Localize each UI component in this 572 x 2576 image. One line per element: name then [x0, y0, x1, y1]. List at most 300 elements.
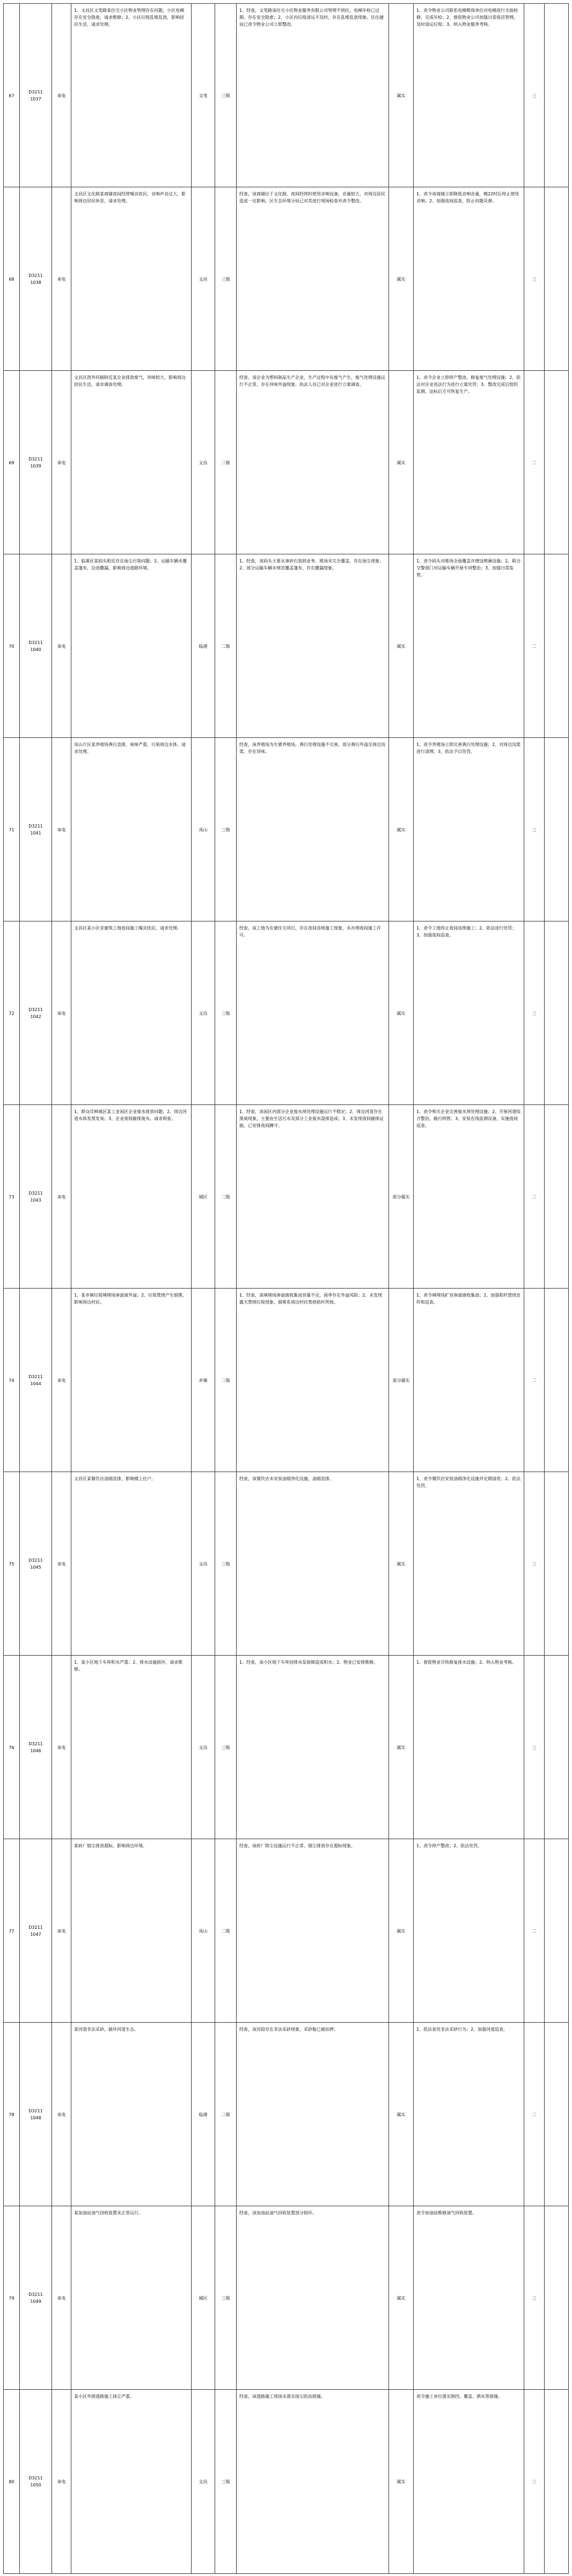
priority-grade: 二级	[221, 643, 230, 649]
row-number: 74	[9, 1378, 14, 1383]
level-cell	[524, 738, 544, 921]
case-code: D3211 1040	[28, 640, 43, 652]
table-row	[3, 2206, 569, 2390]
level-cell	[524, 1472, 544, 1656]
remark-cell	[544, 4, 569, 187]
priority-grade-cell	[215, 2390, 236, 2573]
verification-result: 属实	[397, 2479, 406, 2484]
level: 二	[532, 1194, 537, 1199]
priority-grade: 三级	[221, 1745, 230, 1750]
row-number-cell	[3, 1839, 19, 2023]
row-number-cell	[3, 738, 19, 921]
table-row	[3, 1472, 569, 1656]
handling-action-cell	[413, 2206, 524, 2390]
investigation-finding-cell	[236, 1289, 388, 1472]
case-type: 来电	[57, 1928, 66, 1934]
district: 文昌	[199, 1745, 208, 1750]
priority-grade: 二级	[221, 1378, 230, 1383]
district: 凤山	[199, 1928, 208, 1934]
priority-grade: 三级	[221, 827, 230, 832]
case-type: 来电	[57, 1378, 66, 1383]
level: 三	[532, 827, 537, 832]
priority-grade: 三级	[221, 2295, 230, 2301]
handling-action-cell	[413, 738, 524, 921]
verification-result-cell	[388, 2390, 413, 2573]
level-cell	[524, 4, 544, 187]
handling-action: 1、责令该商铺立即降低音响音量，晚22时后停止使用音响；2、加强夜间巡查，防止问题反弹。	[416, 192, 519, 203]
row-number: 67	[9, 93, 14, 98]
complaint-description-cell	[71, 4, 191, 187]
case-code: D3211 1037	[28, 90, 43, 101]
case-type-cell	[52, 4, 71, 187]
verification-result-cell	[388, 1105, 413, 1289]
level-cell	[524, 554, 544, 738]
remark-cell	[544, 2023, 569, 2206]
case-type-cell	[52, 1656, 71, 1839]
case-type-cell	[52, 554, 71, 738]
handling-action-cell	[413, 1656, 524, 1839]
handling-action: 1、责令相关企业完善废水预处理设施；2、开展河道综合整治，截污纳管；3、安装在线监测设备，实施夜间巡查。	[416, 1109, 521, 1128]
case-code: D3211 1041	[28, 824, 43, 836]
case-code-cell	[19, 921, 52, 1105]
district: 文昌	[199, 276, 208, 282]
verification-result: 部分属实	[392, 1194, 410, 1199]
level: 二	[532, 1928, 537, 1934]
handling-action: 1、依法查处非法采砂行为；2、加强河道巡查。	[416, 2027, 508, 2032]
case-type: 来电	[57, 643, 66, 649]
priority-grade: 二级	[221, 1928, 230, 1934]
district-cell	[191, 4, 215, 187]
investigation-finding: 经查，该餐饮店未安装油烟净化设施，油烟直排。	[239, 1476, 334, 1481]
complaint-description-cell	[71, 2390, 191, 2573]
complaint-description-cell	[71, 1472, 191, 1656]
level: 三	[532, 2295, 537, 2301]
case-type-cell	[52, 2023, 71, 2206]
level: 二	[532, 2112, 537, 2117]
verification-result-cell	[388, 371, 413, 554]
investigation-finding-cell	[236, 2206, 388, 2390]
row-number: 76	[9, 1745, 14, 1750]
case-code-cell	[19, 554, 52, 738]
case-code-cell	[19, 4, 52, 187]
row-number: 73	[9, 1194, 14, 1199]
verification-result: 属实	[397, 1011, 406, 1016]
handling-action-cell	[413, 187, 524, 371]
handling-action: 1、责令企业立即停产整改，修复废气处理设施；2、依法对企业违法行为进行立案处罚；3、整改完成后组织监测，达标后方可恢复生产。	[416, 375, 521, 394]
row-number-cell	[3, 1105, 19, 1289]
level-cell	[524, 371, 544, 554]
priority-grade-cell	[215, 1105, 236, 1289]
district: 文昌	[199, 1011, 208, 1016]
complaint-description: 凤山片区某养殖场粪污直排，臭味严重，污染周边水体，请求处理。	[74, 742, 186, 754]
complaint-description: 文昌区某小区旁建筑工地夜间施工噪音扰民，请求处理。	[74, 926, 181, 931]
verification-result: 属实	[397, 276, 406, 282]
row-number: 75	[9, 1561, 14, 1567]
handling-action: 责令加油站维修油气回收装置。	[416, 2211, 476, 2215]
priority-grade: 二级	[221, 1194, 230, 1199]
district-cell	[191, 371, 215, 554]
remark-cell	[544, 921, 569, 1105]
district: 文笔	[199, 93, 208, 98]
investigation-finding-cell	[236, 2390, 388, 2573]
table-row	[3, 187, 569, 371]
investigation-finding: 经查，该工地为在建住宅项目，存在夜间违规施工现象，未办理夜间施工许可。	[239, 926, 381, 938]
investigation-finding: 1、经查，该园区内部分企业废水预处理设施运行不稳定；2、周边河道存在黑臭现象，主要由生活污水及部分工业废水混排造成；3、未发现夜间偷排证据，已安排夜间蹲守。	[239, 1109, 384, 1128]
table-row	[3, 2389, 569, 2574]
case-code: D3211 1047	[28, 1925, 43, 1937]
case-code-cell	[19, 2023, 52, 2206]
complaint-description-cell	[71, 738, 191, 921]
remark-cell	[544, 187, 569, 371]
verification-result-cell	[388, 187, 413, 371]
case-code-cell	[19, 1839, 52, 2023]
row-number-cell	[3, 1472, 19, 1656]
priority-grade-cell	[215, 2023, 236, 2206]
handling-action-cell	[413, 1105, 524, 1289]
handling-action-cell	[413, 1472, 524, 1656]
complaint-description-cell	[71, 554, 191, 738]
case-type: 来电	[57, 2479, 66, 2484]
district-cell	[191, 1472, 215, 1656]
case-type: 来电	[57, 93, 66, 98]
priority-grade-cell	[215, 554, 236, 738]
investigation-finding: 1、经查，文笔路该住宅小区物业服务有限公司管理不到位，电梯年检已过期，存在安全隐患；2、小区内垃圾清运不及时，存在乱堆乱放现象。区住建局已责令物业公司立即整改。	[239, 8, 384, 27]
priority-grade-cell	[215, 4, 236, 187]
level-cell	[524, 1839, 544, 2023]
complaint-description: 1、临港区某码头附近存在扬尘污染问题；2、运输车辆未覆盖篷布，沿途撒漏，影响周边道路环境。	[74, 559, 187, 570]
handling-action-cell	[413, 2390, 524, 2573]
row-number: 68	[9, 276, 14, 282]
verification-result-cell	[388, 1472, 413, 1656]
case-code-cell	[19, 1105, 52, 1289]
investigation-finding-cell	[236, 2023, 388, 2206]
handling-action: 责令施工单位落实围挡、覆盖、洒水等措施。	[416, 2394, 502, 2399]
handling-action-cell	[413, 4, 524, 187]
complaint-description: 某小区外围道路施工扬尘严重。	[74, 2394, 134, 2399]
handling-action-cell	[413, 554, 524, 738]
verification-result-cell	[388, 1656, 413, 1839]
complaint-description: 文昌区某餐饮店油烟直排，影响楼上住户。	[74, 1476, 156, 1481]
case-type-cell	[52, 371, 71, 554]
complaint-description: 某河道非法采砂，破坏河道生态。	[74, 2027, 138, 2032]
row-number: 77	[9, 1928, 14, 1934]
priority-grade-cell	[215, 1472, 236, 1656]
row-number: 78	[9, 2112, 14, 2117]
row-number-cell	[3, 1656, 19, 1839]
district-cell	[191, 554, 215, 738]
investigation-finding-cell	[236, 187, 388, 371]
level-cell	[524, 2390, 544, 2573]
remark-cell	[544, 1289, 569, 1472]
handling-action: 1、责令停产整改；2、依法处罚。	[416, 1843, 482, 1848]
district-cell	[191, 2390, 215, 2573]
case-type-cell	[52, 1839, 71, 2023]
handling-action: 1、责令码头对堆场全面覆盖并增设喷淋设施；2、联合交警部门对运输车辆开展专项整治；3、加强日常监管。	[416, 559, 521, 577]
district: 城区	[199, 1194, 208, 1199]
verification-result: 部分属实	[392, 1378, 410, 1383]
case-code-cell	[19, 2390, 52, 2573]
verification-result: 属实	[397, 2295, 406, 2301]
case-type: 来电	[57, 1745, 66, 1750]
investigation-finding-cell	[236, 1656, 388, 1839]
level-cell	[524, 1105, 544, 1289]
case-code: D3211 1043	[28, 1191, 43, 1203]
case-code: D3211 1038	[28, 273, 43, 285]
investigation-finding-cell	[236, 1105, 388, 1289]
case-type-cell	[52, 738, 71, 921]
priority-grade: 二级	[221, 2112, 230, 2117]
case-type-cell	[52, 2206, 71, 2390]
row-number: 71	[9, 827, 14, 832]
complaint-description-cell	[71, 1839, 191, 2023]
handling-action: 1、责令工地停止夜间违规施工；2、依法进行处罚；3、加强夜间巡查。	[416, 926, 517, 938]
handling-action-cell	[413, 371, 524, 554]
table-row	[3, 921, 569, 1105]
handling-action: 1、责令物业公司联系电梯维保单位对电梯进行全面检修，完成年检；2、督促物业公司加强日常保洁管理，及时清运垃圾；3、纳入物业服务考核。	[416, 8, 518, 27]
district: 凤山	[199, 827, 208, 832]
investigation-finding: 经查，该养殖场为生猪养殖场，粪污处理设施不完善，部分粪污外溢至周边沟渠，存在异味。	[239, 742, 385, 754]
district: 临港	[199, 2112, 208, 2117]
row-number-cell	[3, 921, 19, 1105]
level-cell	[524, 2023, 544, 2206]
verification-result: 属实	[397, 460, 406, 465]
investigation-finding-cell	[236, 1839, 388, 2023]
complaint-description: 1、某乡镇垃圾填埋场渗滤液外溢；2、垃圾焚烧产生烟雾，影响周边村民。	[74, 1293, 187, 1305]
case-code-cell	[19, 371, 52, 554]
case-code: D3211 1045	[28, 1558, 43, 1570]
case-type: 来电	[57, 2112, 66, 2117]
handling-action: 1、责令餐饮店安装油烟净化设施并定期清洗；2、依法处罚。	[416, 1476, 521, 1488]
priority-grade: 三级	[221, 1011, 230, 1016]
investigation-finding-cell	[236, 554, 388, 738]
row-number: 69	[9, 460, 14, 465]
case-type: 来电	[57, 1011, 66, 1016]
investigation-finding: 1、经查，该码头主要从事砂石装卸业务，堆场未完全覆盖，存在扬尘现象；2、部分运输车辆未规范覆盖篷布，存在撒漏现象。	[239, 559, 384, 570]
district-cell	[191, 1289, 215, 1472]
level: 三	[532, 276, 537, 282]
remark-cell	[544, 1472, 569, 1656]
verification-result: 属实	[397, 1745, 406, 1750]
complaint-description-cell	[71, 1656, 191, 1839]
district-cell	[191, 187, 215, 371]
complaint-description-cell	[71, 921, 191, 1105]
district: 城区	[199, 2295, 208, 2301]
case-code: D3211 1039	[28, 457, 43, 469]
verification-result-cell	[388, 2206, 413, 2390]
table-row	[3, 1839, 569, 2023]
level: 三	[532, 1745, 537, 1750]
handling-action: 1、督促物业尽快修复排水设施；2、纳入物业考核。	[416, 1660, 517, 1665]
priority-grade: 三级	[221, 1561, 230, 1567]
verification-result-cell	[388, 554, 413, 738]
district: 临港	[199, 643, 208, 649]
verification-result-cell	[388, 1289, 413, 1472]
district-cell	[191, 921, 215, 1105]
table-row	[3, 1288, 569, 1472]
level: 三	[532, 2479, 537, 2484]
investigation-finding: 经查，该商铺位于文化路，夜间经营时使用音响设备，音量较大，对周边居民造成一定影响。区生态环境分局已对其进行现场检查并责令整改。	[239, 192, 385, 203]
row-number-cell	[3, 2023, 19, 2206]
table-row	[3, 554, 569, 738]
investigation-finding-cell	[236, 371, 388, 554]
priority-grade: 二级	[221, 460, 230, 465]
investigation-finding: 经查，该道路施工现场未落实扬尘防治措施。	[239, 2394, 325, 2399]
investigation-finding-cell	[236, 1472, 388, 1656]
case-type-cell	[52, 187, 71, 371]
case-code-cell	[19, 187, 52, 371]
verification-result-cell	[388, 921, 413, 1105]
verification-result-cell	[388, 2023, 413, 2206]
row-number-cell	[3, 2206, 19, 2390]
priority-grade-cell	[215, 738, 236, 921]
table-row	[3, 3, 569, 187]
case-code: D3211 1046	[28, 1741, 43, 1753]
case-type: 来电	[57, 827, 66, 832]
case-type: 来电	[57, 460, 66, 465]
remark-cell	[544, 738, 569, 921]
complaint-description: 文昌区西外环路附近某企业排放废气，异味较大，影响周边居民生活，请求调查处理。	[74, 375, 186, 387]
table-row	[3, 370, 569, 554]
case-type: 来电	[57, 1194, 66, 1199]
row-number-cell	[3, 2390, 19, 2573]
district-cell	[191, 2206, 215, 2390]
district-cell	[191, 1839, 215, 2023]
level: 二	[532, 643, 537, 649]
level-cell	[524, 921, 544, 1105]
district-cell	[191, 738, 215, 921]
table-row	[3, 1104, 569, 1289]
complaint-description-cell	[71, 2206, 191, 2390]
handling-action-cell	[413, 1839, 524, 2023]
row-number: 79	[9, 2295, 14, 2301]
investigation-finding-cell	[236, 738, 388, 921]
case-code-cell	[19, 738, 52, 921]
priority-grade-cell	[215, 1289, 236, 1472]
case-type-cell	[52, 2390, 71, 2573]
complaint-description: 某砖厂烟尘排放超标，影响周边环境。	[74, 1843, 147, 1848]
handling-action-cell	[413, 921, 524, 1105]
verification-result: 属实	[397, 1561, 406, 1567]
complaint-description-cell	[71, 2023, 191, 2206]
level-cell	[524, 1289, 544, 1472]
priority-grade-cell	[215, 1656, 236, 1839]
district-cell	[191, 1105, 215, 1289]
verification-result-cell	[388, 738, 413, 921]
case-type: 来电	[57, 1561, 66, 1567]
investigation-finding: 经查，该企业为塑料制品生产企业，生产过程中有废气产生，废气处理设施运行不正常，存在异味外溢现象。执法人员已对企业进行立案调查。	[239, 375, 385, 387]
remark-cell	[544, 1656, 569, 1839]
level-cell	[524, 1656, 544, 1839]
complaint-description: 1、某小区地下车库积水严重；2、排水设施损坏，请求维修。	[74, 1660, 183, 1672]
level: 三	[532, 93, 537, 98]
remark-cell	[544, 554, 569, 738]
priority-grade-cell	[215, 371, 236, 554]
remark-cell	[544, 2390, 569, 2573]
verification-result: 属实	[397, 1928, 406, 1934]
investigation-finding-cell	[236, 4, 388, 187]
table-row	[3, 2022, 569, 2206]
level-cell	[524, 2206, 544, 2390]
table-row	[3, 1655, 569, 1839]
case-code: D3211 1044	[28, 1374, 43, 1386]
verification-result-cell	[388, 1839, 413, 2023]
investigation-finding: 经查，该河段存在非法采砂现象，采砂船已被扣押。	[239, 2027, 338, 2032]
case-type-cell	[52, 1105, 71, 1289]
complaint-description-cell	[71, 371, 191, 554]
case-code: D3211 1049	[28, 2292, 43, 2304]
remark-cell	[544, 1105, 569, 1289]
verification-result: 属实	[397, 93, 406, 98]
case-type-cell	[52, 921, 71, 1105]
handling-action: 1、责令养殖场立即完善粪污处理设施；2、对周边沟渠进行清理；3、依法予以处罚。	[416, 742, 521, 754]
handling-action-cell	[413, 1289, 524, 1472]
table-row	[3, 737, 569, 921]
case-code-cell	[19, 2206, 52, 2390]
case-code: D3211 1042	[28, 1007, 43, 1019]
remark-cell	[544, 2206, 569, 2390]
district: 文昌	[199, 2479, 208, 2484]
level: 二	[532, 460, 537, 465]
level: 三	[532, 1011, 537, 1016]
priority-grade-cell	[215, 2206, 236, 2390]
row-number-cell	[3, 1289, 19, 1472]
level: 三	[532, 1561, 537, 1567]
verification-result: 属实	[397, 827, 406, 832]
investigation-finding-cell	[236, 921, 388, 1105]
case-type: 来电	[57, 276, 66, 282]
investigation-finding: 经查，该加油站油气回收装置部分损坏。	[239, 2211, 317, 2215]
row-number: 72	[9, 1011, 14, 1016]
case-type-cell	[52, 1472, 71, 1656]
case-code-cell	[19, 1656, 52, 1839]
district-cell	[191, 2023, 215, 2206]
priority-grade: 三级	[221, 93, 230, 98]
row-number-cell	[3, 554, 19, 738]
verification-result-cell	[388, 4, 413, 187]
row-number: 80	[9, 2479, 14, 2484]
priority-grade-cell	[215, 187, 236, 371]
district: 文昌	[199, 460, 208, 465]
case-type: 来电	[57, 2295, 66, 2301]
case-type-cell	[52, 1289, 71, 1472]
level-cell	[524, 187, 544, 371]
complaint-description: 某加油站油气回收装置未正常运行。	[74, 2211, 143, 2215]
verification-result: 属实	[397, 643, 406, 649]
complaint-description: 1、群众反映城区某工业园区企业废水排放问题；2、周边河道水体发黑发臭；3、企业夜间偷排废水，请求彻查。	[74, 1109, 187, 1121]
verification-result: 属实	[397, 2112, 406, 2117]
remark-cell	[544, 371, 569, 554]
priority-grade: 三级	[221, 276, 230, 282]
case-code-cell	[19, 1472, 52, 1656]
priority-grade-cell	[215, 921, 236, 1105]
handling-action: 1、责令填埋场扩容渗滤液收集池；2、加强秸秆禁烧宣传和巡查。	[416, 1293, 521, 1305]
level: 二	[532, 1378, 537, 1383]
complaint-description: 文昌区文化路某商铺夜间经营噪音扰民，音响声音过大，影响周边居民休息，请求处理。	[74, 192, 186, 203]
district: 乡镇	[199, 1378, 208, 1383]
row-number: 70	[9, 643, 14, 649]
priority-grade-cell	[215, 1839, 236, 2023]
investigation-finding: 1、经查，该填埋场渗滤液收集池容量不足，雨季存在外溢风险；2、未发现露天焚烧垃圾现象，烟雾系周边村民焚烧秸秆所致。	[239, 1293, 383, 1305]
investigation-finding: 经查，该砖厂除尘设施运行不正常，烟尘排放存在超标现象。	[239, 1843, 355, 1848]
case-code-cell	[19, 1289, 52, 1472]
row-number-cell	[3, 187, 19, 371]
district: 文昌	[199, 1561, 208, 1567]
remark-cell	[544, 1839, 569, 2023]
complaint-description-cell	[71, 1105, 191, 1289]
row-number-cell	[3, 371, 19, 554]
complaint-description: 1、文昌区文笔路某住宅小区物业管理存在问题，小区电梯存在安全隐患，请求维修；2、小区垃圾乱堆乱放，影响居民生活，请求处理。	[74, 8, 185, 27]
handling-action-cell	[413, 2023, 524, 2206]
